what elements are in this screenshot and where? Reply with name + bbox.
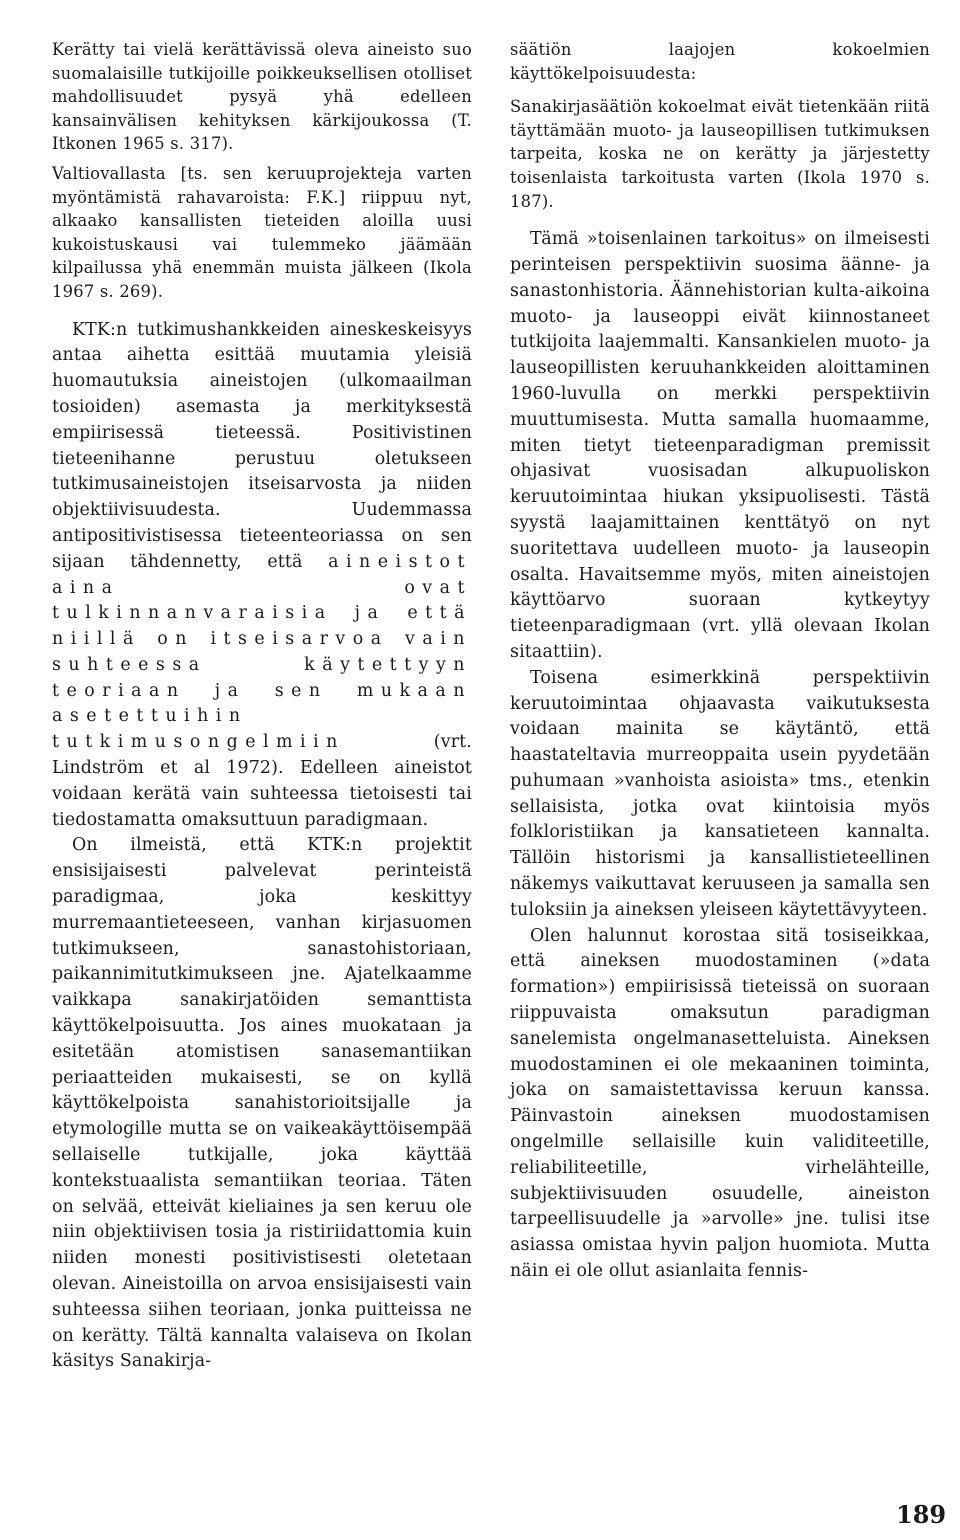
paragraph-olen-halunnut: Olen halunnut korostaa sitä tosiseikkaa, että aineksen muodostaminen (»data formation») empiirisissä tieteissä on suoraan riippuvaista omaksutun paradigman sanelemista ongelmanasetteluista. Aineksen muodostaminen ei ole mekaaninen toiminta, joka on samaistettavissa keruun kanssa. Päinvastoin aineksen muodostamisen ongelmille sellaisille kuin validiteetille, reliabiliteetille, virhelähteille, subjektiivisuuden osuudelle, aineiston tarpeellisuudelle ja »arvolle» jne. tulisi itse asiassa omistaa hyvin paljon huomiota. Mutta näin ei ole ollut asianlaita fennis- [510,925,930,1282]
page-number: 189 [896,1500,947,1529]
paragraph-continuation: säätiön laajojen kokoelmien käyttökelpoisuudesta: [510,40,930,83]
paragraph-text-b: (vrt. Lindström et al 1972). Edelleen aineistot voidaan kerätä vain suhteessa tietoisesti tai tiedostamatta omaksuttuun paradigmaan. [52,732,472,830]
paragraph-ktk-projektit: On ilmeistä, että KTK:n projektit ensisijaisesti palvelevat perinteistä paradigmaa, joka keskittyy murremaantieteeseen, vanhan kirjasuomen tutkimukseen, sanastohistoriaan, paikannimitutkimukseen jne. Ajatelkaamme vaikkapa sanakirjatöiden semanttista käyttökelpoisuutta. Jos aines muokataan ja esitetään atomistisen sanasemantiikan periaatteiden mukaisesti, se on kyllä käyttökelpoista sanahistorioitsijalle ja etymologille mutta se on vaikeakäyttöisempää sellaiselle tutkijalle, joka käyttää kontekstuaalista semantiikan teoriaa. Täten on selvää, etteivät kieliaines ja sen keruu ole niin objektiivisen tosia ja ristiriidattomia kuin niiden monesti positivistisesti oletetaan olevan. Aineistoilla on arvoa ensisijaisesti vain suhteessa siihen teoriaan, jonka puitteissa ne on kerätty. Tältä kannalta valaiseva on Ikolan käsitys Sanakirja- [52,835,472,1372]
paragraph-toisena-esimerkkina: Toisena esimerkkinä perspektiivin keruutoimintaa ohjaavasta vaikutuksesta voidaan mainita se käytäntö, että haastateltavia murreoppaita usein pyydetään puhumaan »vanhoista asioista» tms., etenkin sellaisista, jotka ovat kiintoisia myös folkloristiikan ja kansatieteen kannalta. Tällöin historismi ja kansallistieteellinen näkemys vaikuttavat keruuseen ja samalla sen tuloksiin ja aineksen yleiseen käytettävyyteen. [510,667,930,920]
emphasized-spaced-text: aineistot aina ovat tulkinnanvaraisia ja että niillä on itseisarvoa vain suhteessa käytettyyn teoriaan ja sen mukaan asetettuihin tutkimusongelmiin [52,551,472,753]
left-column [52,38,472,1375]
quote-ikola-1970: Sanakirjasäätiön kokoelmat eivät tietenkään riitä täyttämään muoto- ja lauseopillisen tutkimuksen tarpeita, koska ne on kerätty ja järjestetty toisenlaista tarkoitusta varten (Ikola 1970 s. 187). [510,97,930,211]
right-column [510,38,930,1285]
paragraph-text-a: KTK:n tutkimushankkeiden aineskeskeisyys antaa aihetta esittää muutamia yleisiä huomautuksia aineistojen (ulkomaailman tosioiden) asemasta ja merkityksestä empiirisessä tieteessä. Positivistinen tieteenihanne perustuu oletukseen tutkimusaineistojen itseisarvosta ja niiden objektiivisuudesta. Uudemmassa antipositivistisessa tieteenteoriassa on sen sijaan tähdennetty, että [52,319,472,572]
paragraph-ktk-aineskeskeisyys [52,318,472,834]
paragraph-toisenlainen-tarkoitus: Tämä »toisenlainen tarkoitus» on ilmeisesti perinteisen perspektiivin suosima äänne- ja sanastonhistoria. Äännehistorian kulta-aikoina muoto- ja lauseoppi eivät kiinnostaneet tutkijoita laajemmalti. Kansankielen muoto- ja lauseopillisten keruuhankkeiden aloittaminen 1960-luvulla on merkki perspektiivin muuttumisesta. Mutta samalla huomaamme, miten tietyt tieteenparadigman premissit ohjasivat vuosisadan alkupuoliskon keruutoimintaa hiukan yksipuolisesti. Tästä syystä laajamittainen kenttätyö on nyt suoritettava uudelleen muoto- ja lauseopin osalta. Havaitsemme myös, miten aineistojen käyttöarvo suoraan kytkeytyy tieteenparadigmaan (vrt. yllä olevaan Ikolan sitaattiin). [510,229,930,662]
quote-ikola-1967: Valtiovallasta [ts. sen keruuprojekteja varten myöntämistä rahavaroista: F.K.] riippuu nyt, alkaako kansallisten tieteiden aloilla uusi kukoistuskausi vai tulemmeko jäämään kilpailussa yhä enemmän muista jälkeen (Ikola 1967 s. 269). [52,163,472,301]
quote-itkonen: Kerätty tai vielä kerättävissä oleva aineisto suo suomalaisille tutkijoille poikkeuksellisen otolliset mahdollisuudet pysyä yhä edelleen kansainvälisen kehityksen kärkijoukossa (T. Itkonen 1965 s. 317). [52,40,472,154]
